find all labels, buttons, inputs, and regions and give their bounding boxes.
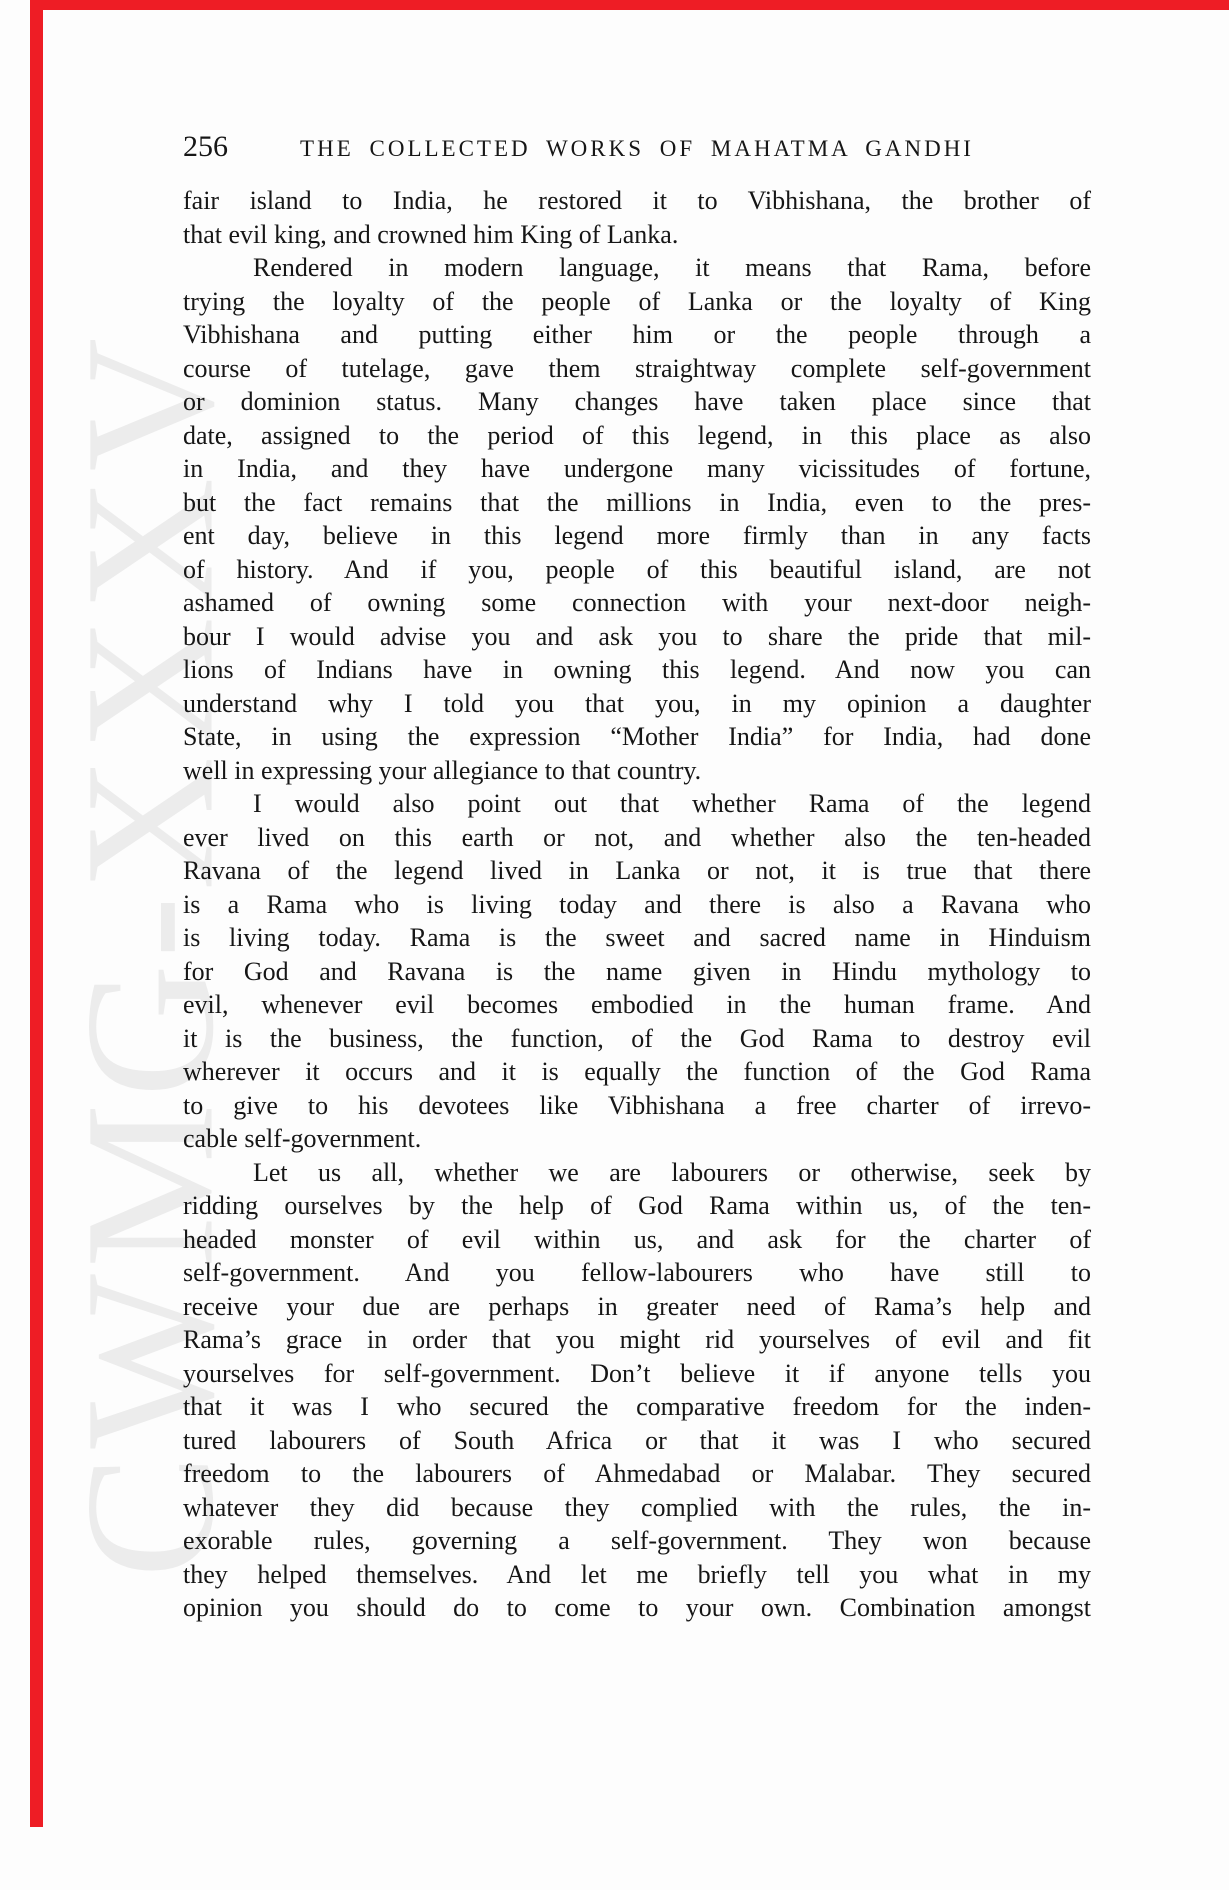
running-title: THE COLLECTED WORKS OF MAHATMA GANDHI xyxy=(300,136,974,161)
text-line: ashamed of owning some connection with your next-door neigh- xyxy=(183,588,1091,617)
text-line: is a Rama who is living today and there is also a Ravana who xyxy=(183,889,1091,919)
text-line: self-government. And you fellow-labourers who have still to xyxy=(183,1258,1091,1287)
text-line: opinion you should do to come to your own. Combination amongst xyxy=(183,1593,1091,1622)
text-line: for God and Ravana is the name given in Hindu mythology to xyxy=(183,956,1091,986)
text-line: that it was I who secured the comparative freedom for the inden- xyxy=(183,1392,1091,1421)
text-line: ever lived on this earth or not, and whether also the ten-headed xyxy=(183,822,1091,852)
text-line: trying the loyalty of the people of Lanka or the loyalty of King xyxy=(183,286,1091,316)
text-line: tured labourers of South Africa or that it was I who secured xyxy=(183,1425,1091,1455)
text-line: understand why I told you that you, in my opinion a daughter xyxy=(183,688,1091,718)
page-number: 256 xyxy=(183,130,228,163)
text-line: of history. And if you, people of this beautiful island, are not xyxy=(183,554,1091,584)
text-line: headed monster of evil within us, and ask for the charter of xyxy=(183,1224,1091,1254)
text-line: ridding ourselves by the help of God Rama within us, of the ten- xyxy=(183,1191,1091,1220)
text-line: lions of Indians have in owning this legend. And now you can xyxy=(183,655,1091,684)
text-line: well in expressing your allegiance to that country. xyxy=(183,755,702,785)
text-line: but the fact remains that the millions in India, even to the pres- xyxy=(183,487,1091,517)
text-line: fair island to India, he restored it to Vibhishana, the brother of xyxy=(183,186,1091,215)
text-line: exorable rules, governing a self-government. They won because xyxy=(183,1526,1091,1555)
text-line: it is the business, the function, of the God Rama to destroy evil xyxy=(183,1023,1091,1053)
text-line: ent day, believe in this legend more firmly than in any facts xyxy=(183,521,1091,550)
text-line: Vibhishana and putting either him or the people through a xyxy=(183,320,1091,349)
text-line: cable self-government. xyxy=(183,1124,422,1153)
volume-watermark: CWMG-XXXV xyxy=(47,331,253,1579)
text-line: wherever it occurs and it is equally the function of the God Rama xyxy=(183,1057,1091,1086)
page-header xyxy=(183,130,1091,164)
text-line: whatever they did because they complied with the rules, the in- xyxy=(183,1492,1091,1522)
text-line: Let us all, whether we are labourers or otherwise, seek by xyxy=(253,1157,1091,1187)
text-line: Ravana of the legend lived in Lanka or not, it is true that there xyxy=(183,856,1091,885)
text-line: course of tutelage, gave them straightway complete self-government xyxy=(183,353,1091,383)
text-line: bour I would advise you and ask you to share the pride that mil- xyxy=(183,621,1091,651)
text-line: is living today. Rama is the sweet and sacred name in Hinduism xyxy=(183,923,1091,952)
text-line: State, in using the expression “Mother India” for India, had done xyxy=(183,722,1091,751)
body-text xyxy=(183,184,1091,1625)
text-line: in India, and they have undergone many vicissitudes of fortune, xyxy=(183,454,1091,483)
text-line: I would also point out that whether Rama of the legend xyxy=(253,789,1091,818)
text-line: they helped themselves. And let me briefly tell you what in my xyxy=(183,1559,1091,1589)
text-line: date, assigned to the period of this legend, in this place as also xyxy=(183,420,1091,450)
scan-artifact-left-edge xyxy=(30,0,43,1827)
text-line: freedom to the labourers of Ahmedabad or Malabar. They secured xyxy=(183,1459,1091,1488)
text-line: that evil king, and crowned him King of Lanka. xyxy=(183,219,679,249)
text-line: evil, whenever evil becomes embodied in the human frame. And xyxy=(183,990,1091,1019)
text-line: Rendered in modern language, it means that Rama, before xyxy=(253,253,1091,282)
text-line: Rama’s grace in order that you might rid yourselves of evil and fit xyxy=(183,1325,1091,1354)
text-line: yourselves for self-government. Don’t believe it if anyone tells you xyxy=(183,1358,1091,1388)
text-line: or dominion status. Many changes have taken place since that xyxy=(183,387,1091,416)
scan-artifact-top-edge xyxy=(30,0,1229,10)
text-line: receive your due are perhaps in greater need of Rama’s help and xyxy=(183,1291,1091,1321)
text-line: to give to his devotees like Vibhishana a free charter of irrevo- xyxy=(183,1090,1091,1120)
